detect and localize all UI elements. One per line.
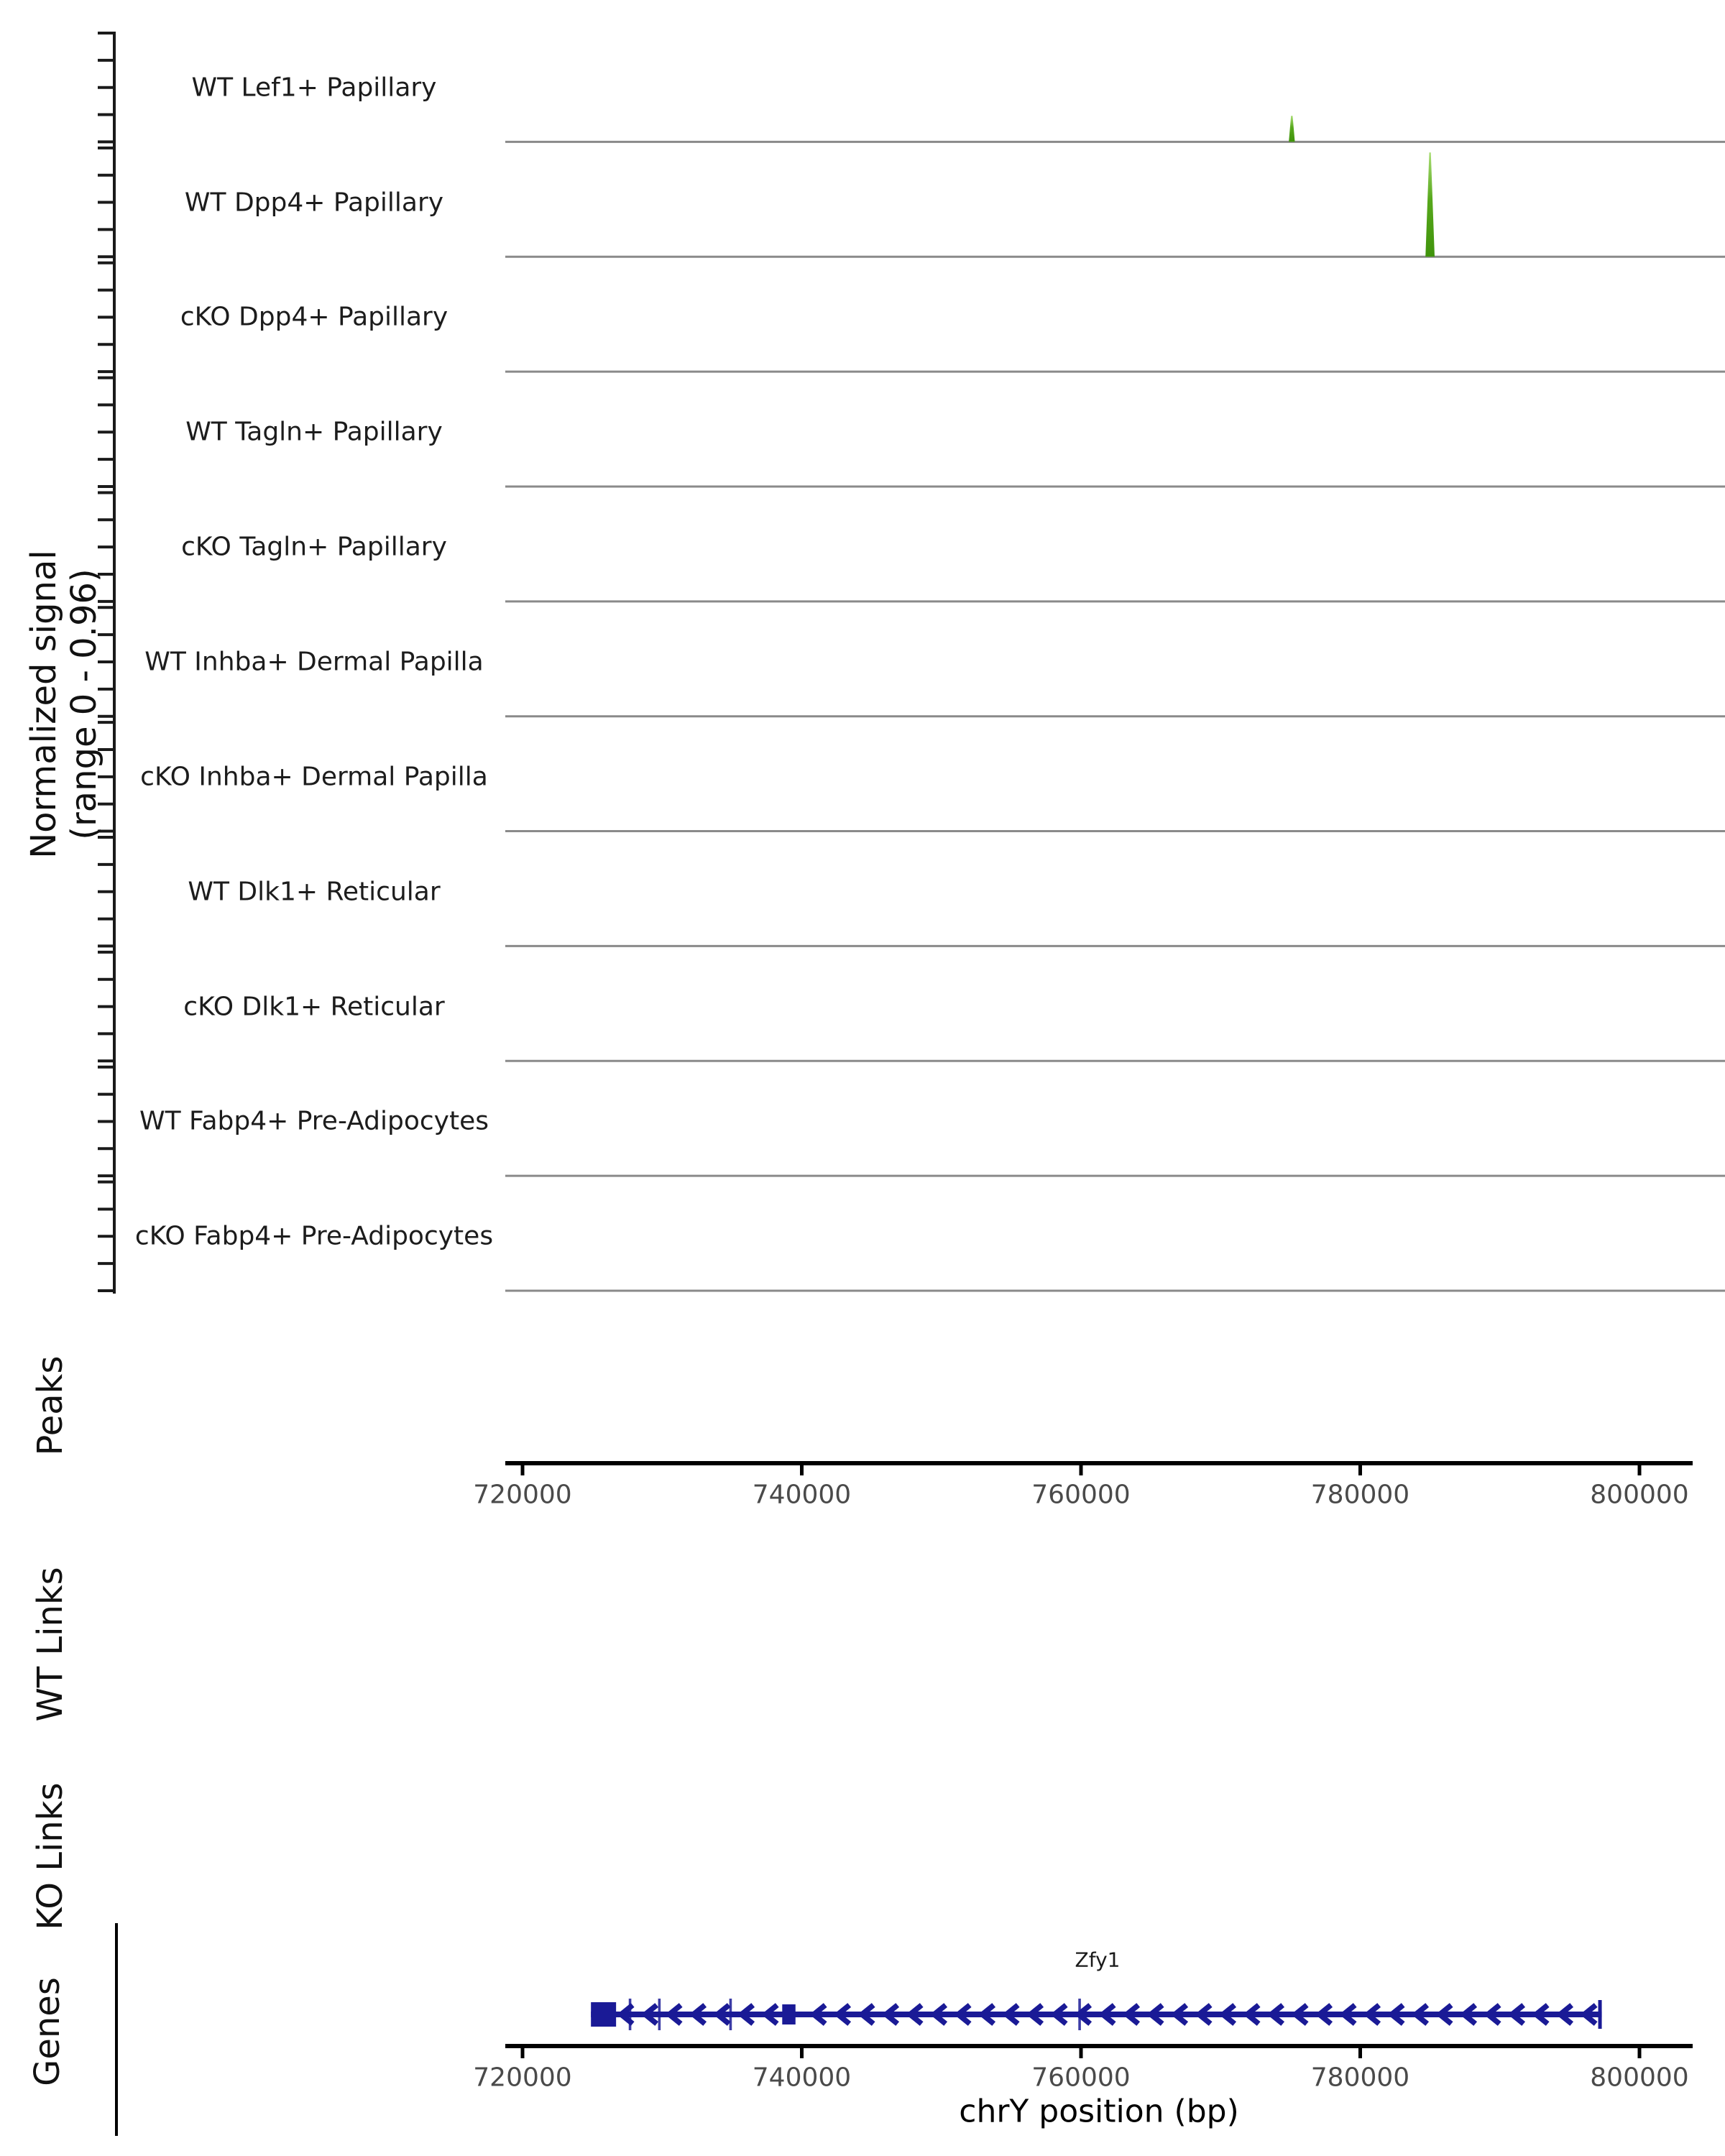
- y-axis-label-line2: (range 0 - 0.96): [64, 568, 104, 840]
- track-label: cKO Dlk1+ Reticular: [183, 992, 445, 1022]
- track-label: cKO Inhba+ Dermal Papilla: [140, 762, 488, 792]
- track-label: WT Lef1+ Papillary: [191, 73, 437, 103]
- section-label-genes: Genes: [27, 1977, 68, 2086]
- x-tick-label: 800000: [1590, 2063, 1689, 2093]
- x-axis-title: chrY position (bp): [959, 2093, 1239, 2130]
- gene-model: [116, 1923, 1602, 2136]
- gene-utr-block: [591, 2002, 616, 2027]
- y-axis-label: [24, 550, 104, 858]
- x-tick-label: 760000: [1031, 2063, 1131, 2093]
- track-label: WT Dpp4+ Papillary: [184, 188, 444, 218]
- gene-exon-bar: [658, 1999, 661, 2030]
- x-tick-label: 720000: [473, 1480, 572, 1510]
- x-tick-label: 780000: [1310, 1480, 1410, 1510]
- x-tick-label: 760000: [1031, 1480, 1131, 1510]
- track-label: cKO Dpp4+ Papillary: [180, 302, 448, 332]
- track-label: cKO Fabp4+ Pre-Adipocytes: [134, 1221, 494, 1251]
- track-label: cKO Tagln+ Papillary: [181, 532, 447, 562]
- gene-cds-block: [782, 2004, 795, 2024]
- signal-tracks: [505, 116, 1725, 1291]
- x-tick-label: 740000: [752, 1480, 852, 1510]
- x-tick-label: 780000: [1310, 2063, 1410, 2093]
- x-tick-label: 740000: [752, 2063, 852, 2093]
- track-label: WT Dlk1+ Reticular: [188, 877, 441, 907]
- section-label-wt-links: WT Links: [30, 1567, 70, 1722]
- signal-peak: [1425, 152, 1435, 257]
- gene-end-bar: [1598, 2000, 1602, 2029]
- gene-name-label: Zfy1: [1075, 1948, 1121, 1972]
- track-label: WT Tagln+ Papillary: [185, 417, 443, 447]
- gene-exon-bar: [730, 1999, 732, 2030]
- track-label: WT Fabp4+ Pre-Adipocytes: [139, 1106, 489, 1136]
- x-tick-label: 800000: [1590, 1480, 1689, 1510]
- section-label-ko-links: KO Links: [30, 1782, 70, 1930]
- x-tick-label: 720000: [473, 2063, 572, 2093]
- track-label: WT Inhba+ Dermal Papilla: [144, 647, 484, 677]
- section-label-peaks: Peaks: [30, 1355, 70, 1456]
- y-axis-label-line1: Normalized signal: [24, 550, 64, 859]
- signal-peak: [1289, 116, 1294, 142]
